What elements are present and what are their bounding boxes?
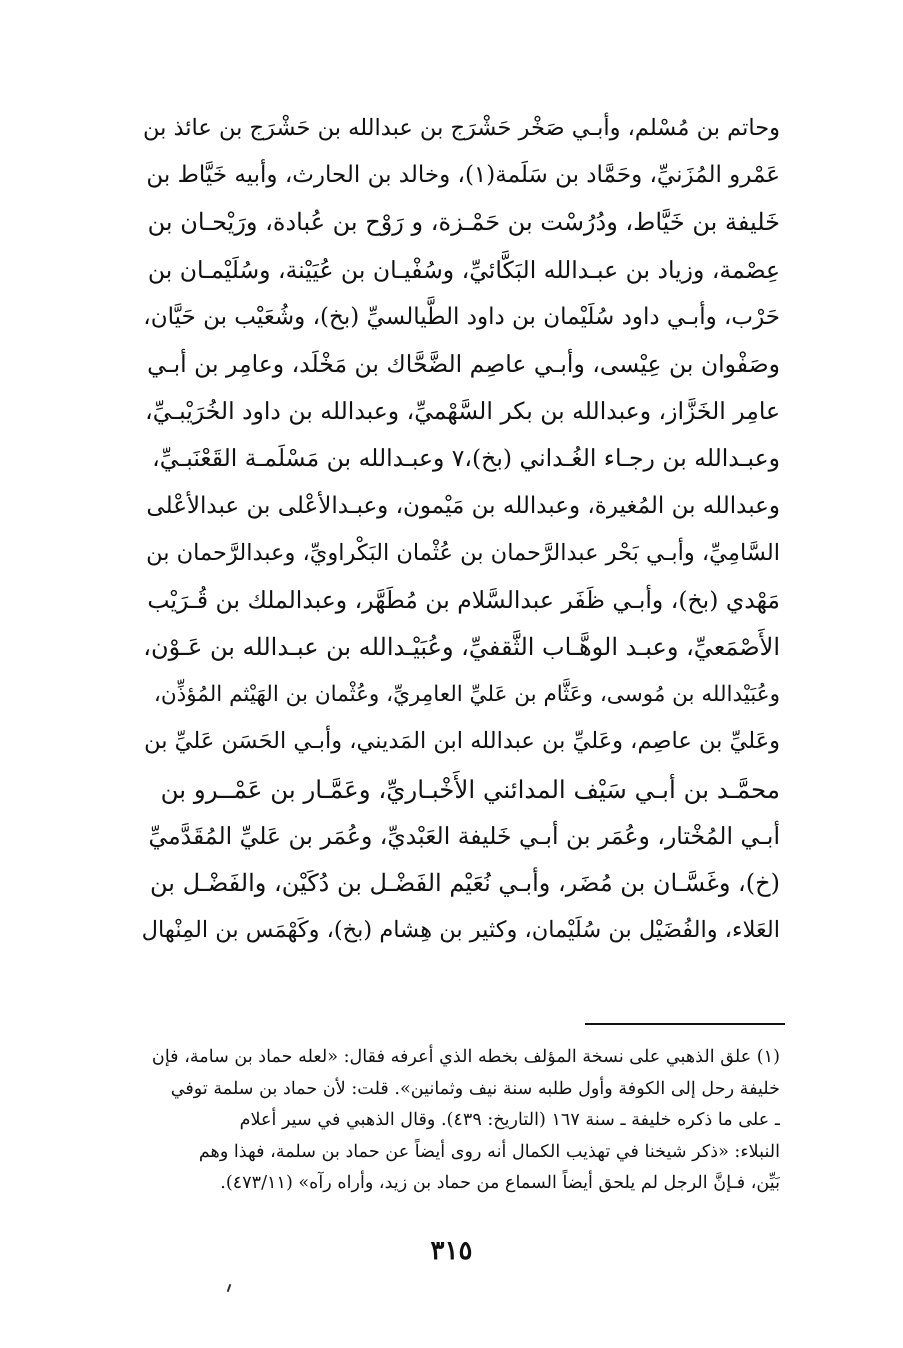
main-text-line: وعَليِّ بن عاصِم، وعَليِّ بن عبدالله ابن المَديني، وأبـي الحَسَن عَليِّ بن — [144, 728, 780, 755]
main-text-line: محمَّـد بن أبـي سَيْف المدائني الأَخْبـاريِّ، وعَمَّـار بن عَمْــرو بن — [160, 774, 780, 804]
footnote-line: بَيِّن، فـإنَّ الرجل لم يلحق أيضاً السماع من حماد بن زيد، وأراه رآه» (٤٧٣/١١). — [220, 1173, 780, 1193]
main-text-line: وعُبَيْدالله بن مُوسى، وعَثَّام بن عَليِّ العامِريِّ، وعُثْمان بن الهَيْثم المُؤذِّن، — [153, 682, 780, 708]
main-text-line: السَّامِيِّ، وأبـي بَحْر عبدالرَّحمان بن عُثْمان البَكْراويِّ، وعبدالرَّحمان بن — [146, 539, 780, 566]
scan-speck — [227, 1284, 232, 1292]
main-text-line: عِصْمة، وزياد بن عبـدالله البَكَّائيِّ، وسُفْيـان بن عُيَيْنة، وسُلَيْمـان بن — [147, 255, 780, 284]
main-text-line: أبـي المُخْتار، وعُمَر بن أبـي خَليفة العَبْديِّ، وعُمَر بن عَليِّ المُقَدَّميِّ — [148, 821, 780, 850]
footnote-block — [135, 1042, 780, 1200]
main-text-block — [140, 105, 780, 954]
footnote-line: ـ على ما ذكره خليفة ـ سنة ١٦٧ (التاريخ: ٤٣٩). وقال الذهبي في سير أعلام — [239, 1110, 780, 1130]
main-text-line: مَهْدي (بخ)، وأبـي ظَفَر عبدالسَّلام بن مُطَهَّر، وعبدالملك بن قُـرَيْب — [147, 585, 780, 614]
footnote-line: النبلاء: «ذكر شيخنا في تهذيب الكمال أنه روى أيضاً عن حماد بن سلمة، فهذا وهم — [198, 1141, 780, 1162]
main-text-line: خَليفة بن خَيَّاط، ودُرُسْت بن حَمْـزة، و رَوْح بن عُبادة، ورَيْحـان بن — [147, 208, 780, 237]
footnote-line: خليفة رحل إلى الكوفة وأول طلبه سنة نيف وثمانين». قلت: لأن حماد بن سلمة توفي — [170, 1078, 780, 1099]
main-text-line: وعبـدالله بن رجـاء الغُـداني (بخ)،٧ وعبـدالله بن مَسْلَمـة القَعْنَبـيِّ، — [152, 444, 780, 473]
main-text-line: حَرْب، وأبـي داود سُلَيْمان بن داود الطَّيالسيِّ (بخ)، وشُعَيْب بن حَيَّان، — [143, 303, 780, 330]
footnote-separator — [585, 1023, 785, 1025]
footnote-line: (١) علق الذهبي على نسخة المؤلف بخطه الذي أعرفه فقال: «لعله حماد بن سامة، فإن — [151, 1047, 780, 1067]
main-text-line: وعبدالله بن المُغيرة، وعبدالله بن مَيْمون، وعبـدالأعْلى بن عبدالأعْلى — [146, 492, 780, 519]
main-text-line: وحاتم بن مُسْلم، وأبـي صَخْر حَشْرَج بن عبدالله بن حَشْرَج بن عائذ بن — [142, 115, 780, 141]
main-text-line: الأَصْمَعيِّ، وعبـد الوهَّـاب الثَّقفيِّ، وعُبَيْـدالله بن عبـدالله بن عَـوْن، — [143, 633, 780, 662]
main-text-line: العَلاء، والفُضَيْل بن سُلَيْمان، وكثير بن هِشام (بخ)، وكَهْمَس بن المِنْهال — [141, 917, 780, 944]
main-text-line: عامِر الخَزَّاز، وعبدالله بن بكر السَّهْميِّ، وعبدالله بن داود الخُرَيْبـيِّ، — [145, 397, 780, 426]
page-number: ٣١٥ — [430, 1236, 473, 1266]
main-text-line: (خ)، وغَسَّـان بن مُضَر، وأبـي نُعَيْم الفَضْـل بن دُكَيْن، والفَضْـل بن — [150, 869, 780, 897]
main-text-line: عَمْرو المُزَنيِّ، وحَمَّاد بن سَلَمة(١)، وخالد بن الحارث، وأبيه خَيَّاط بن — [146, 162, 780, 189]
main-text-line: وصَفْوان بن عِيْسى، وأبـي عاصِم الضَّحَّاك بن مَخْلَد، وعامِر بن أبـي — [147, 349, 780, 378]
